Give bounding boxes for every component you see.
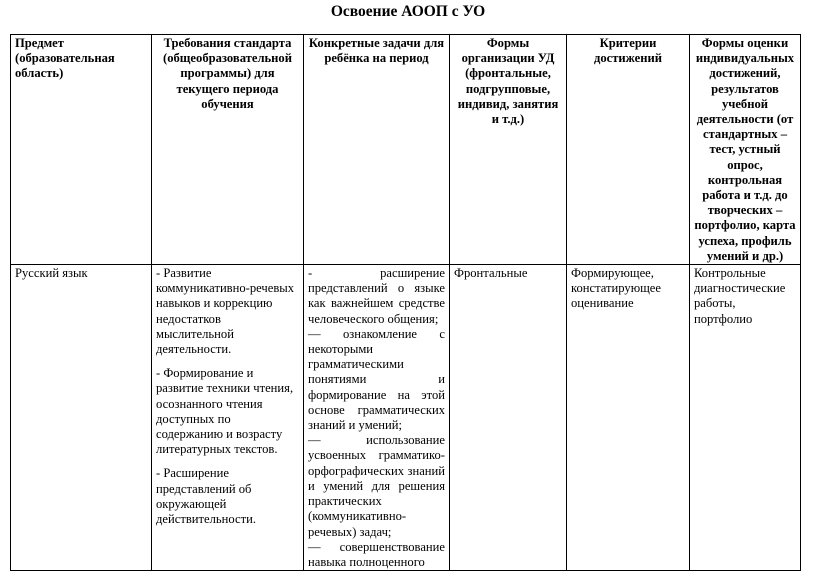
requirement-item: - Развитие коммуникативно-речевых навыков и коррекцию недостатков мыслительной деятельности.	[156, 266, 295, 357]
task-item: — использование усвоенных грамматико-орфографических знаний и умений для решения практических (коммуникативно-речевых) задач;	[308, 433, 445, 539]
cell-requirements	[152, 265, 304, 571]
cell-assessment: Контрольные диагностические работы, портфолио	[690, 265, 801, 571]
cell-organization: Фронтальные	[450, 265, 567, 571]
header-subject: Предмет (образовательная область)	[11, 35, 152, 265]
table-row	[11, 265, 801, 571]
table-header-row	[11, 35, 801, 265]
header-requirements: Требования стандарта (общеобразовательной программы) для текущего периода обучения	[152, 35, 304, 265]
cell-criteria: Формирующее, констатирующее оценивание	[567, 265, 690, 571]
task-item: — совершенствование навыка полноценного	[308, 539, 445, 569]
header-organization: Формы организации УД (фронтальные, подгрупповые, индивид, занятия и т.д.)	[450, 35, 567, 265]
aoop-table	[10, 34, 801, 571]
header-criteria: Критерии достижений	[567, 35, 690, 265]
task-item: - расширение представлений о языке как важнейшем средстве человеческого общения;	[308, 266, 445, 326]
header-tasks: Конкретные задачи для ребёнка на период	[304, 35, 450, 265]
cell-subject: Русский язык	[11, 265, 152, 571]
requirement-item: - Формирование и развитие техники чтения, осознанного чтения доступных по содержанию и возрасту литературных текстов.	[156, 366, 294, 457]
document-title: Освоение АООП с УО	[330, 3, 486, 20]
header-assessment: Формы оценки индивидуальных достижений, результатов учебной деятельности (от стандартных – тест, устный опрос, контрольная работа и т.д. до творческих – портфолио, карта успеха, профиль умений и др.)	[690, 35, 801, 265]
cell-tasks	[304, 265, 450, 571]
requirement-item: - Расширение представлений об окружающей действительности.	[156, 466, 256, 527]
task-item: — ознакомление с некоторыми грамматическими понятиями и формирование на этой основе грамматических знаний и умений;	[308, 326, 445, 433]
